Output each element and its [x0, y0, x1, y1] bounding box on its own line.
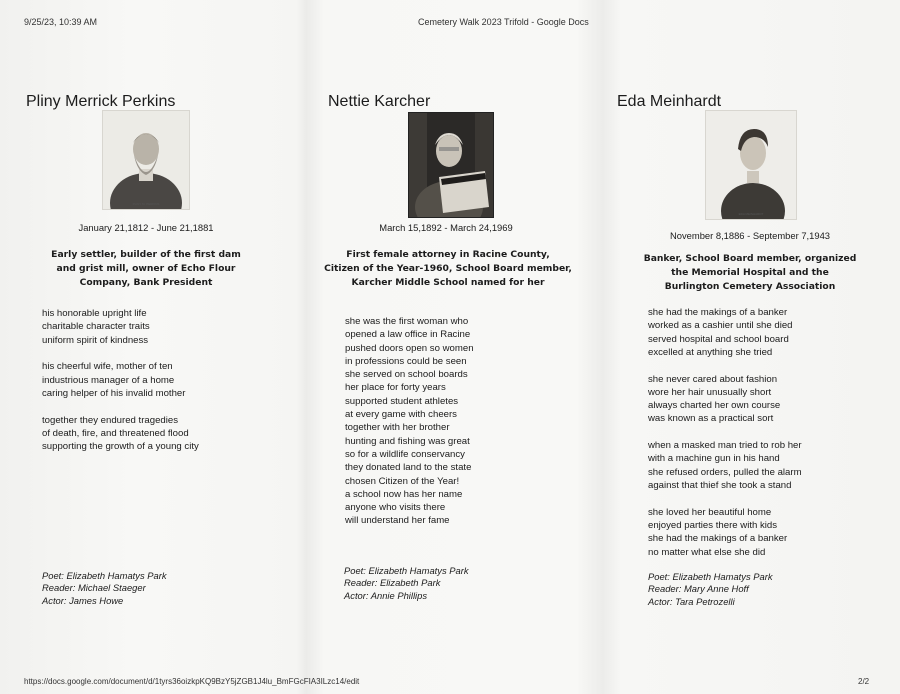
life-dates: November 8,1886 - September 7,1943	[670, 230, 830, 241]
poem-line: she loved her beautiful home	[648, 506, 772, 518]
credits	[344, 565, 469, 602]
poem	[648, 306, 802, 572]
life-dates: January 21,1812 - June 21,1881	[78, 222, 214, 233]
poem-line: was known as a practical sort	[648, 413, 774, 425]
poem-line: a school now has her name	[345, 488, 463, 500]
person-name: Pliny Merrick Perkins	[26, 93, 176, 110]
summary	[16, 248, 276, 290]
poem-line: they donated land to the state	[345, 462, 472, 474]
credit-poet: Poet: Elizabeth Hamatys Park	[648, 571, 773, 582]
poem-line: pushed doors open so women	[345, 342, 474, 354]
poem-line: his cheerful wife, mother of ten	[42, 361, 173, 373]
poem-line: supported student athletes	[345, 395, 459, 407]
document-url: https://docs.google.com/document/d/1tyrs36oizkpKQ9BzY5jZGB1J4lu_BmFGcFIA3ILzc14/edit	[24, 677, 360, 686]
poem-line: of death, fire, and threatened flood	[42, 427, 189, 439]
poem-line: no matter what else she did	[648, 546, 766, 558]
poem-line: always charted her own course	[648, 400, 781, 412]
portrait-photo	[408, 112, 494, 218]
stanza	[648, 439, 802, 492]
stanza	[42, 414, 199, 454]
page-number: 2/2	[858, 677, 870, 686]
stanza	[648, 506, 802, 559]
poem-line: together they endured tragedies	[42, 414, 179, 426]
poem-line: with a machine gun in his hand	[648, 453, 780, 465]
poem-line: hunting and fishing was great	[345, 435, 470, 447]
poem-line: she was the first woman who	[345, 316, 469, 327]
summary-line: and grist mill, owner of Echo Flour	[56, 263, 236, 274]
poem-line: uniform spirit of kindness	[42, 334, 149, 346]
poem-line: caring helper of his invalid mother	[42, 387, 186, 399]
summary-line: Citizen of the Year-1960, School Board member,	[324, 263, 572, 274]
poem-line: supporting the growth of a young city	[42, 441, 199, 453]
young-woman-portrait-icon	[706, 111, 796, 219]
poem-line: charitable character traits	[42, 321, 150, 333]
summary-line: Banker, School Board member, organized	[643, 253, 857, 264]
life-dates: March 15,1892 - March 24,1969	[379, 222, 513, 233]
poem	[345, 315, 474, 541]
credit-actor: Actor: Tara Petrozelli	[648, 595, 735, 607]
summary-line: First female attorney in Racine County,	[346, 249, 550, 260]
summary-line: Karcher Middle School named for her	[351, 277, 545, 288]
person-name: Nettie Karcher	[328, 93, 431, 110]
stanza	[648, 306, 802, 359]
bearded-man-portrait-icon	[103, 111, 189, 209]
poem-line: wore her hair unusually short	[648, 386, 772, 398]
poem-line: worked as a cashier until she died	[648, 320, 793, 332]
credits	[42, 570, 167, 607]
credit-actor: Actor: Annie Phillips	[344, 589, 428, 601]
person-name: Eda Meinhardt	[617, 93, 722, 110]
poem-line: she had the makings of a banker	[648, 533, 788, 545]
poem-line: her place for forty years	[345, 382, 446, 394]
stanza	[42, 307, 199, 347]
poem-line: she had the makings of a banker	[648, 307, 788, 318]
credit-reader: Reader: Elizabeth Park	[344, 577, 441, 589]
stanza	[42, 360, 199, 400]
credit-reader: Reader: Mary Anne Hoff	[648, 583, 749, 595]
summary-line: Burlington Cemetery Association	[664, 281, 836, 292]
summary	[620, 252, 880, 294]
poem-line: will understand her fame	[345, 515, 450, 527]
poem-line: against that thief she took a stand	[648, 480, 792, 492]
poem-line: together with her brother	[345, 422, 450, 434]
summary	[318, 248, 578, 290]
poem-line: served hospital and school board	[648, 333, 789, 345]
poem-line: at every game with cheers	[345, 409, 457, 421]
woman-reading-book-portrait-icon	[409, 113, 493, 217]
portrait-photo	[705, 110, 797, 220]
summary-line: Company, Bank President	[79, 277, 213, 288]
credit-poet: Poet: Elizabeth Hamatys Park	[42, 570, 167, 581]
credit-actor: Actor: James Howe	[42, 594, 124, 606]
print-datetime: 9/25/23, 10:39 AM	[24, 17, 98, 27]
poem-line: chosen Citizen of the Year!	[345, 475, 460, 487]
poem-line: when a masked man tried to rob her	[648, 440, 802, 452]
credit-poet: Poet: Elizabeth Hamatys Park	[344, 565, 469, 576]
credits	[648, 571, 773, 608]
poem-line: excelled at anything she tried	[648, 346, 773, 358]
poem-line: anyone who visits there	[345, 502, 446, 514]
credit-reader: Reader: Michael Staeger	[42, 582, 146, 594]
summary-line: Early settler, builder of the first dam	[51, 249, 241, 260]
photo-caption: PLINY M. PERKINS	[132, 202, 160, 206]
poem-line: she refused orders, pulled the alarm	[648, 466, 802, 478]
stanza	[345, 315, 474, 528]
poem-line: industrious manager of a home	[42, 374, 175, 386]
portrait-photo	[102, 110, 190, 210]
poem-line: enjoyed parties there with kids	[648, 520, 778, 532]
summary-line: the Memorial Hospital and the	[671, 267, 829, 278]
stanza	[648, 373, 802, 426]
poem-line: so for a wildlife conservancy	[345, 448, 465, 460]
photo-caption: EDA MEINHARDT	[738, 212, 764, 216]
poem-line: opened a law office in Racine	[345, 329, 471, 341]
document-title: Cemetery Walk 2023 Trifold - Google Docs	[418, 17, 589, 27]
poem	[42, 307, 199, 467]
poem-line: his honorable upright life	[42, 308, 147, 319]
poem-line: she served on school boards	[345, 369, 468, 381]
poem-line: in professions could be seen	[345, 355, 467, 367]
poem-line: she never cared about fashion	[648, 373, 778, 385]
